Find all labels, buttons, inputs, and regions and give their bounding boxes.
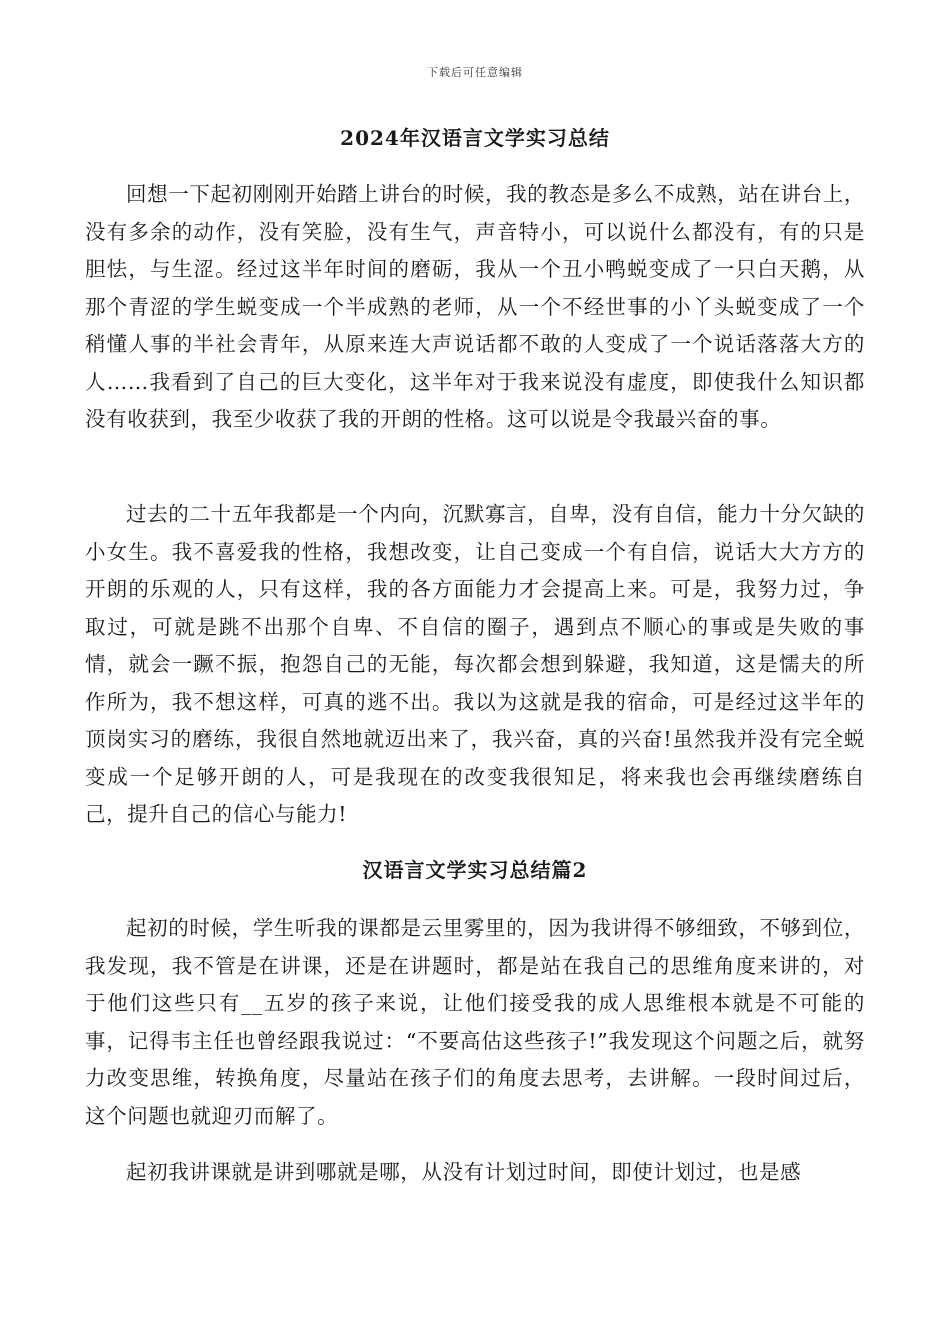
section-title: 汉语言文学实习总结篇2 bbox=[362, 858, 588, 882]
paragraph-3: 起初的时候，学生听我的课都是云里雾里的，因为我讲得不够细致，不够到位，我发现，我不管是在讲课，还是在讲题时，都是站在我自己的思维角度来讲的，对于他们这些只有__五岁的孩子来说，让他们接受我的成人思维根本就是不可能的事，记得韦主任也曾经跟我说过：“不要高估这些孩子!”我发现这个问题之后，就努力改变思维，转换角度，尽量站在孩子们的角度去思考，去讲解。一段时间过后，这个问题也就迎刃而解了。 bbox=[85, 916, 865, 1128]
paragraph-2: 过去的二十五年我都是一个内向，沉默寡言，自卑，没有自信，能力十分欠缺的小女生。我不喜爱我的性格，我想改变，让自己变成一个有自信，说话大大方方的开朗的乐观的人，只有这样，我的各方面能力才会提高上来。可是，我努力过，争取过，可就是跳不出那个自卑、不自信的圈子，遇到点不顺心的事或是失败的事情，就会一蹶不振，抱怨自己的无能，每次都会想到躲避，我知道，这是懦夫的所作所为，我不想这样，可真的逃不出。我以为这就是我的宿命，可是经过这半年的顶岗实习的磨练，我很自然地就迈出来了，我兴奋，真的兴奋!虽然我并没有完全蜕变成一个足够开朗的人，可是我现在的改变我很知足，将来我也会再继续磨练自己，提升自己的信心与能力! bbox=[85, 502, 865, 826]
header-note: 下载后可任意编辑 bbox=[427, 66, 523, 79]
paragraph-4: 起初我讲课就是讲到哪就是哪，从没有计划过时间，即使计划过，也是感 bbox=[126, 1160, 802, 1184]
document-title: 2024年汉语言文学实习总结 bbox=[340, 126, 610, 150]
paragraph-1: 回想一下起初刚刚开始踏上讲台的时候，我的教态是多么不成熟，站在讲台上，没有多余的动作，没有笑脸，没有生气，声音特小，可以说什么都没有，有的只是胆怯，与生涩。经过这半年时间的磨砺，我从一个丑小鸭蜕变成了一只白天鹅，从那个青涩的学生蜕变成一个半成熟的老师，从一个不经世事的小丫头蜕变成了一个稍懂人事的半社会青年，从原来连大声说话都不敢的人变成了一个说话落落大方的人……我看到了自己的巨大变化，这半年对于我来说没有虚度，即使我什么知识都没有收获到，我至少收获了我的开朗的性格。这可以说是令我最兴奋的事。 bbox=[85, 182, 865, 431]
